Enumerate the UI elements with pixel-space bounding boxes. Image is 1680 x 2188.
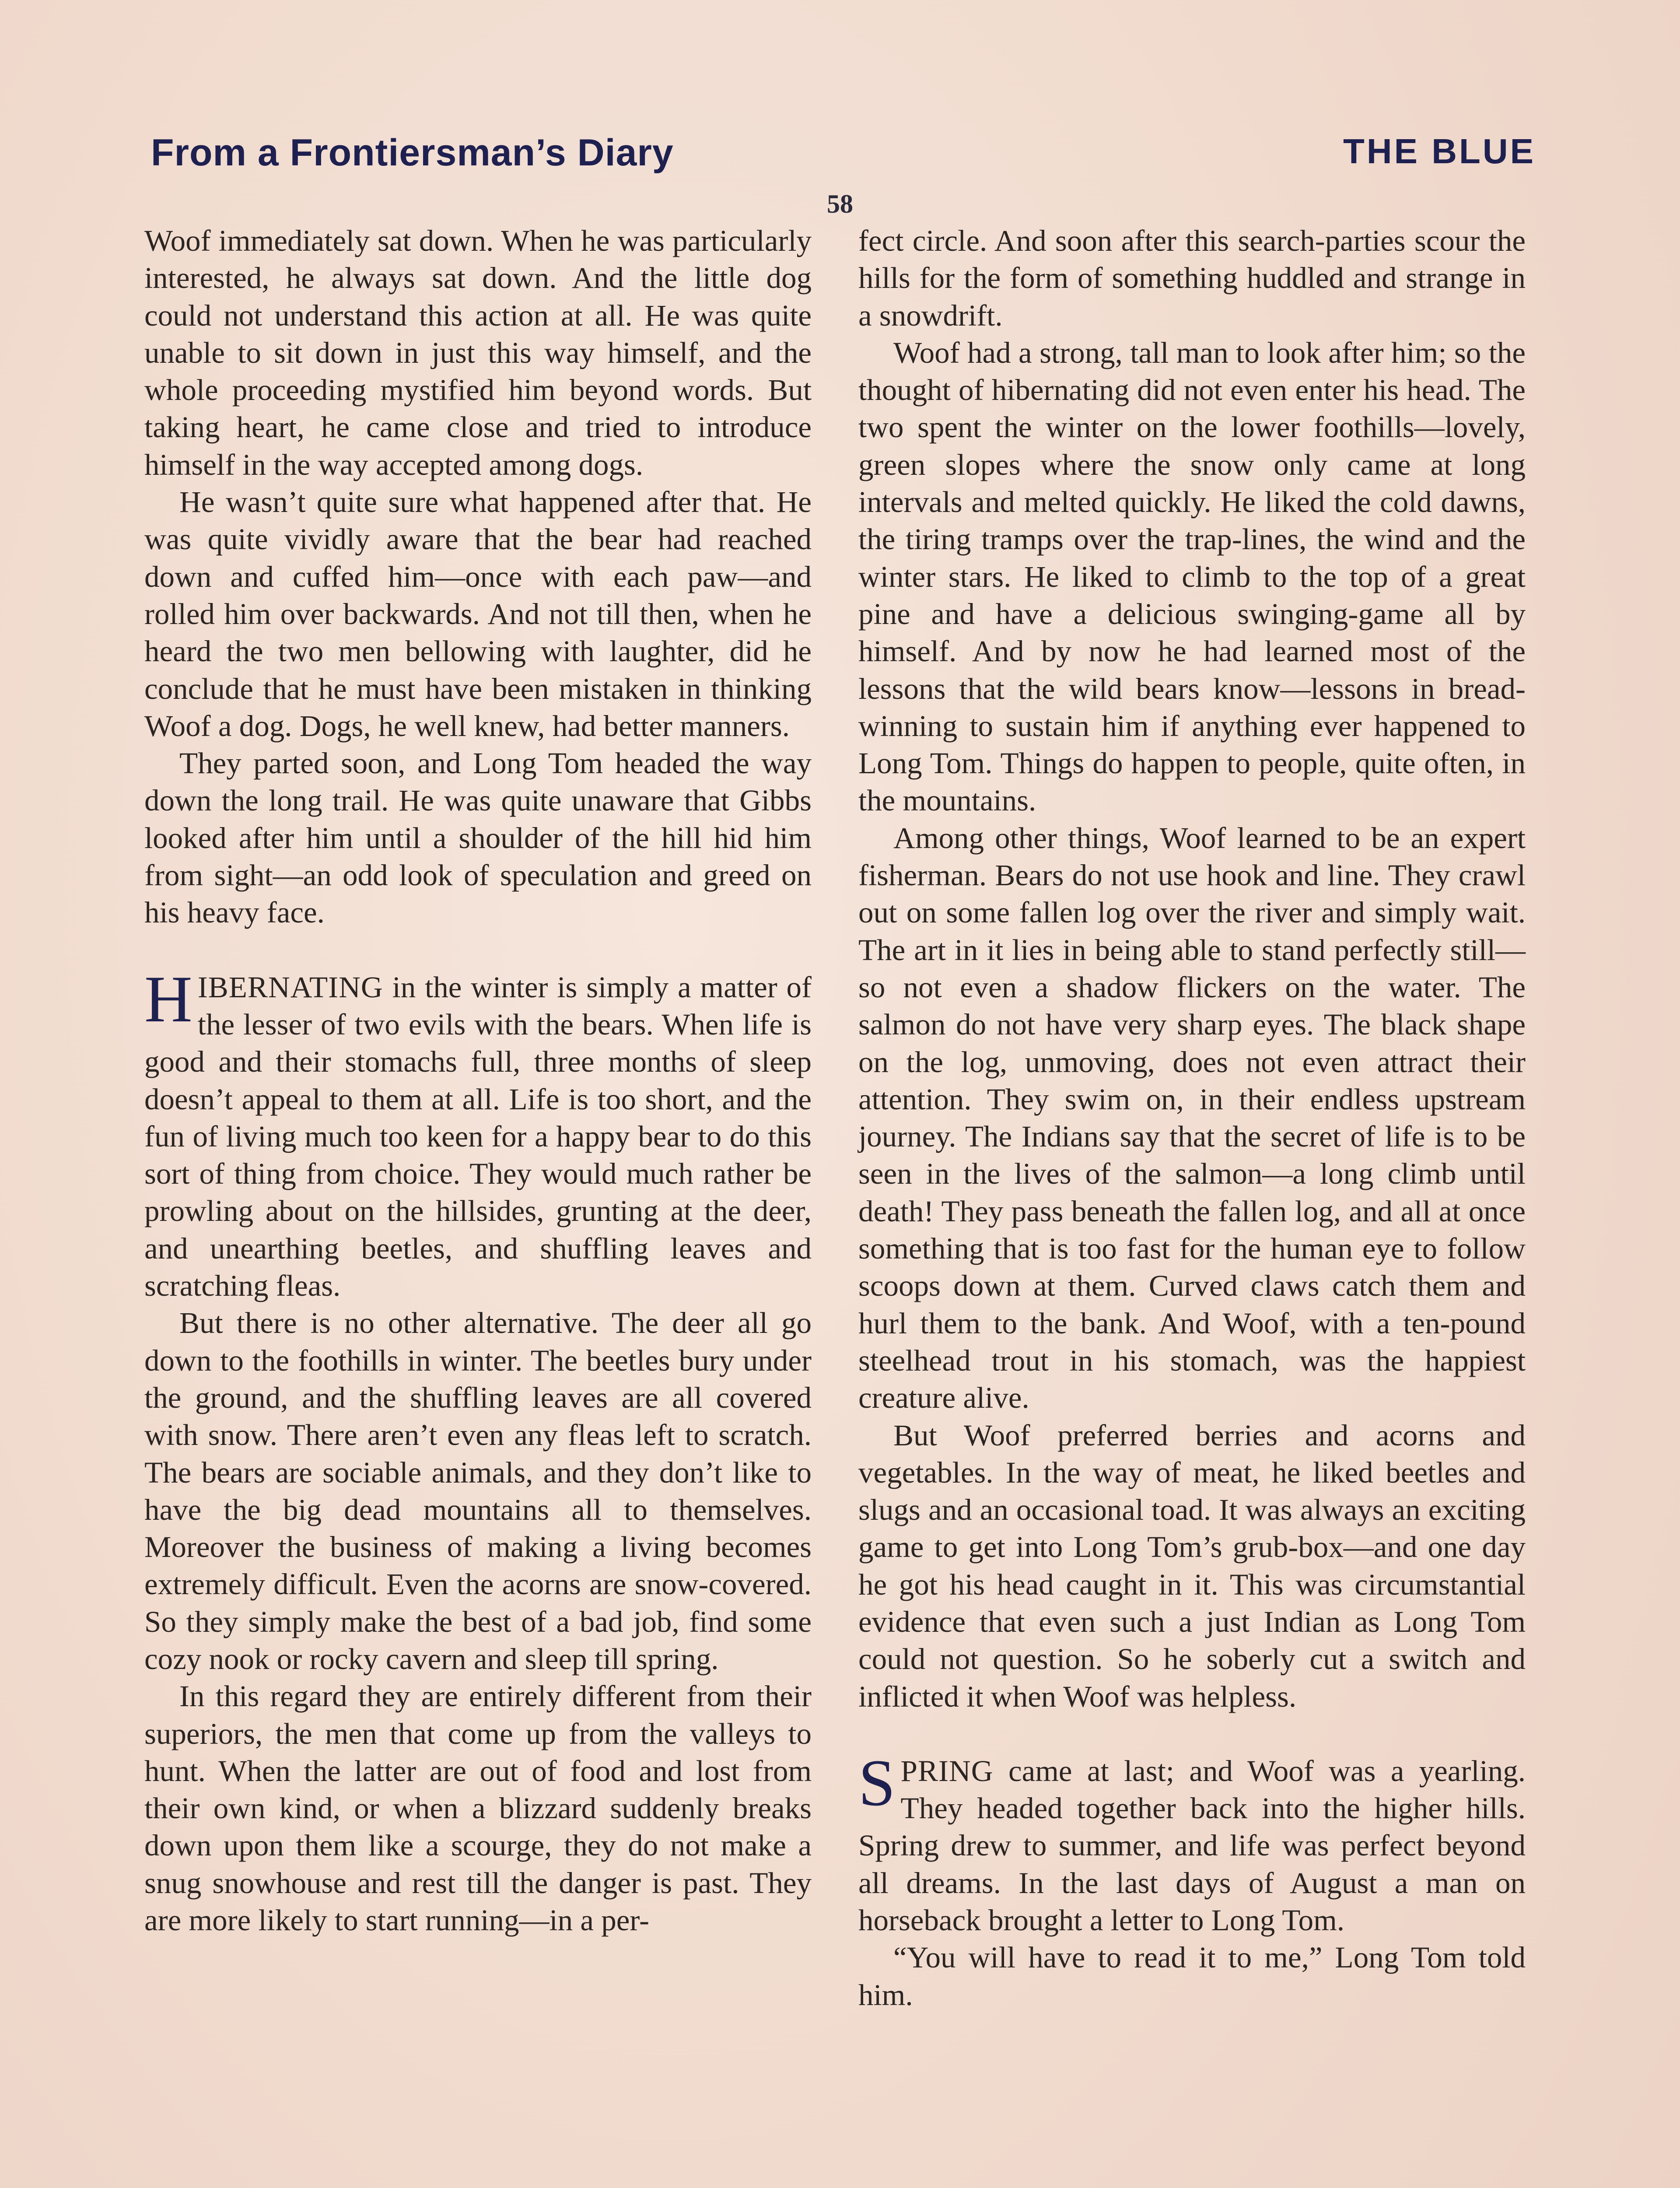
paragraph-text: in the winter is simply a matter of the lesser of two evils with the bears. When life is good and their stomachs full, three months of sleep doesn’t appeal to them at all. Life is too short, and the fun of living much too keen for a happy bear to do this sort of thing from choice. They would much rather be prowling about on the hillsides, grunting at the deer, and unearthing beetles, and shuffling leaves and scratching fleas. — [144, 970, 812, 1303]
section-opening-paragraph — [144, 962, 812, 1305]
drop-cap: H — [144, 962, 192, 1036]
left-column — [144, 222, 812, 1939]
running-title: From a Frontiersman’s Diary — [151, 132, 674, 174]
paragraph: Woof immediately sat down. When he was particularly interested, he always sat down. And the little dog could not understand this action at all. He was quite unable to sit down in just this way himself, and the whole proceeding mystified him beyond words. But taking heart, he came close and tried to introduce himself in the way accepted among dogs. — [144, 224, 812, 481]
section-opening-paragraph — [858, 1746, 1526, 1939]
paragraph: Among other things, Woof learned to be an expert fisherman. Bears do not use hook and line. They crawl out on some fallen log over the river and simply wait. The art in it lies in being able to stand perfectly still—so not even a shadow flickers on the water. The salmon do not have very sharp eyes. The black shape on the log, unmoving, does not even attract their attention. They swim on, in their endless upstream journey. The Indians say that the secret of life is to be seen in the lives of the salmon—a long climb until death! They pass beneath the fallen log, and all at once something that is too fast for the human eye to follow scoops down at them. Curved claws catch them and hurl them to the bank. And Woof, with a ten-pound steelhead trout in his stomach, was the happiest creature alive. — [858, 821, 1526, 1415]
paragraph: They parted soon, and Long Tom headed the way down the long trail. He was quite unaware that Gibbs looked after him until a shoulder of the hill hid him from sight—an odd look of speculation and greed on his heavy face. — [144, 747, 812, 929]
paragraph: He wasn’t quite sure what happened after that. He was quite vividly aware that the bear had reached down and cuffed him—once with each paw—and rolled him over backwards. And not till then, when he heard the two men bellowing with laughter, did he conclude that he must have been mistaken in thinking Woof a dog. Dogs, he well knew, had better manners. — [144, 485, 812, 743]
paragraph: “You will have to read it to me,” Long Tom told him. — [858, 1941, 1526, 2012]
paragraph: But Woof preferred berries and acorns and vegetables. In the way of meat, he liked beetles and slugs and an occasional toad. It was always an exciting game to get into Long Tom’s grub-box—and one day he got his head caught in it. This was circumstantial evidence that even such a just Indian as Long Tom could not question. So he soberly cut a switch and inflicted it when Woof was helpless. — [858, 1418, 1526, 1713]
paragraph: But there is no other alternative. The deer all go down to the foothills in winter. The beetles bury under the ground, and the shuffling leaves are all covered with snow. There aren’t even any fleas left to scratch. The bears are sociable animals, and they don’t like to have the big dead mountains all to themselves. Moreover the business of making a living becomes extremely difficult. Even the acorns are snow-covered. So they simply make the best of a bad job, find some cozy nook or rocky cavern and sleep till spring. — [144, 1306, 812, 1676]
page-number: 58 — [827, 189, 853, 218]
magazine-name: THE BLUE — [1343, 132, 1536, 171]
paragraph: fect circle. And soon after this search-parties scour the hills for the form of something huddled and strange in a snowdrift. — [858, 224, 1526, 332]
small-caps-lead: PRING — [900, 1754, 994, 1788]
drop-cap: S — [858, 1746, 896, 1820]
paragraph: In this regard they are entirely different from their superiors, the men that come up from the valleys to hunt. When the latter are out of food and lost from their own kind, or when a blizzard suddenly breaks down upon them like a scourge, they do not make a snug snowhouse and rest till the danger is past. They are more likely to start running—in a per- — [144, 1680, 812, 1937]
page-header — [151, 131, 1536, 188]
right-column — [858, 222, 1526, 2014]
small-caps-lead: IBERNATING — [197, 970, 383, 1004]
paragraph-text: came at last; and Woof was a yearling. They headed together back into the higher hills. Spring drew to summer, and life was perfect beyond all dreams. In the last days of August a man on horseback brought a letter to Long Tom. — [858, 1754, 1526, 1937]
paragraph: Woof had a strong, tall man to look after him; so the thought of hibernating did not even enter his head. The two spent the winter on the lower foothills—lovely, green slopes where the snow only came at long intervals and melted quickly. He liked the cold dawns, the tiring tramps over the trap-lines, the wind and the winter stars. He liked to climb to the top of a great pine and have a delicious swinging-game all by himself. And by now he had learned most of the lessons that the wild bears know—lessons in bread-winning to sustain him if anything ever happened to Long Tom. Things do happen to people, quite often, in the mountains. — [858, 336, 1526, 817]
